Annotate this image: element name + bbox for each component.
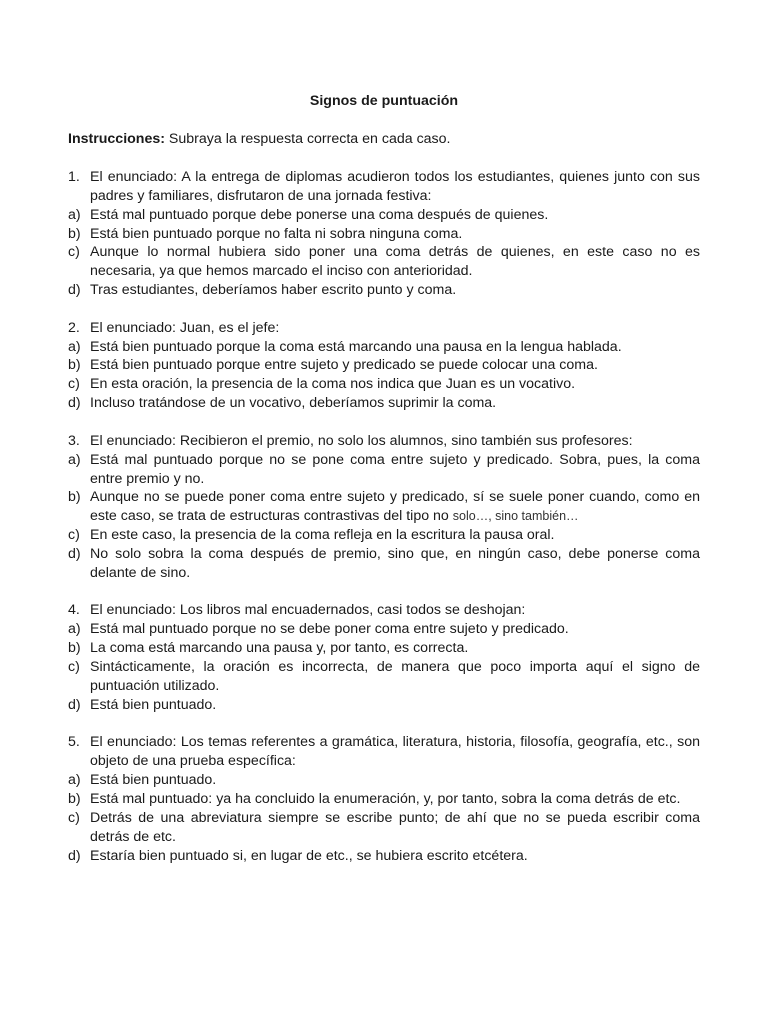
option-text: Está mal puntuado porque no se debe poner coma entre sujeto y predicado. [90,621,569,638]
page-title: Signos de puntuación [309,93,459,109]
option-text: En este caso, la presencia de la coma refleja en la escritura la pausa oral. [90,527,555,544]
option-letter: a) [68,621,81,638]
question-stem [68,168,700,206]
question-stem [68,601,700,620]
option-c [68,658,700,696]
option-letter: a) [68,206,81,223]
option-a [68,206,700,225]
option-letter: b) [68,225,81,242]
option-b [68,225,700,244]
option-b [68,790,700,809]
option-letter: d) [68,847,81,864]
question-number: 5. [68,734,80,751]
option-text-main: Aunque no se puede poner coma entre sujeto y predicado, sí se suele poner cuando, como en este caso, se trata de estructuras contrastivas del tipo no [90,489,700,525]
option-text: Tras estudiantes, deberíamos haber escrito punto y coma. [90,282,457,299]
option-text: Está bien puntuado porque la coma está marcando una pausa en la lengua hablada. [90,338,622,355]
question-stem [68,733,700,771]
option-b [68,639,700,658]
option-letter: b) [68,489,81,506]
option-d [68,847,700,866]
question-number: 1. [68,168,80,185]
option-letter: d) [68,282,81,299]
question-4 [68,601,700,714]
option-letter: b) [68,640,81,657]
option-text: Incluso tratándose de un vocativo, deberíamos suprimir la coma. [90,395,497,412]
option-c [68,375,700,394]
option-letter: c) [68,659,80,676]
option-list [68,620,700,715]
option-list [68,338,700,414]
question-stem [68,319,700,338]
question-1 [68,168,700,300]
option-letter: b) [68,791,81,808]
option-letter: b) [68,357,81,374]
option-letter: c) [68,527,80,544]
question-2 [68,319,700,414]
option-letter: c) [68,376,80,393]
question-text: El enunciado: Recibieron el premio, no solo los alumnos, sino también sus profesores: [90,432,633,449]
option-a [68,338,700,357]
option-d [68,281,700,300]
option-b [68,488,700,526]
question-number: 3. [68,432,80,449]
question-5 [68,733,700,865]
option-letter: d) [68,546,81,563]
instructions [68,130,700,149]
option-letter: a) [68,338,81,355]
question-text: El enunciado: A la entrega de diplomas acudieron todos los estudiantes, quienes junto con sus padres y familiares, disfrutaron de una jornada festiva: [90,168,700,204]
option-b [68,356,700,375]
option-letter: d) [68,395,81,412]
option-text: Está mal puntuado porque no se pone coma entre sujeto y predicado. Sobra, pues, la coma entre premio y no. [90,451,700,487]
option-text [90,488,700,526]
instructions-label: Instrucciones: [68,130,165,147]
option-text: Está mal puntuado: ya ha concluido la enumeración, y, por tanto, sobra la coma detrás de etc. [90,791,681,808]
option-letter: a) [68,772,81,789]
option-text: Está bien puntuado porque no falta ni sobra ninguna coma. [90,225,463,242]
option-a [68,620,700,639]
option-letter: d) [68,696,81,713]
option-text: No solo sobra la coma después de premio, sino que, en ningún caso, debe ponerse coma delante de sino. [90,546,700,582]
option-letter: c) [68,244,80,261]
option-text: Detrás de una abreviatura siempre se escribe punto; de ahí que no se pueda escribir coma detrás de etc. [90,810,700,845]
option-text: Aunque lo normal hubiera sido poner una coma detrás de quienes, en este caso no es necesaria, ya que hemos marcado el inciso con anterioridad. [90,244,700,280]
option-text: En esta oración, la presencia de la coma nos indica que Juan es un vocativo. [90,376,576,393]
option-text-example: solo…, sino también… [452,509,579,524]
option-c [68,809,700,847]
question-number: 2. [68,319,80,336]
question-list [68,168,700,866]
option-text: Está mal puntuado porque debe ponerse una coma después de quienes. [90,206,549,223]
question-number: 4. [68,602,80,619]
option-text: Sintácticamente, la oración es incorrecta, de manera que poco importa aquí el signo de puntuación utilizado. [90,659,700,695]
question-3 [68,432,700,583]
option-d [68,696,700,715]
question-text: El enunciado: Los temas referentes a gramática, literatura, historia, filosofía, geografía, etc., son objeto de una prueba específica: [90,734,700,770]
option-text: La coma está marcando una pausa y, por tanto, es correcta. [90,640,469,657]
option-letter: a) [68,451,81,468]
option-d [68,394,700,413]
option-text: Está bien puntuado. [90,772,217,789]
option-list [68,771,700,866]
option-text: Está bien puntuado porque entre sujeto y predicado se puede colocar una coma. [90,357,598,374]
option-list [68,451,700,583]
option-list [68,206,700,301]
option-letter: c) [68,810,80,826]
option-text: Está bien puntuado. [90,696,217,713]
option-d [68,545,700,583]
option-a [68,771,700,790]
option-c [68,243,700,281]
option-a [68,451,700,489]
option-c [68,526,700,545]
option-text: Estaría bien puntuado si, en lugar de etc., se hubiera escrito etcétera. [90,847,528,864]
question-stem [68,432,700,451]
question-text: El enunciado: Los libros mal encuadernados, casi todos se deshojan: [90,602,526,619]
instructions-text: Subraya la respuesta correcta en cada caso. [164,130,451,147]
question-text: El enunciado: Juan, es el jefe: [90,319,280,336]
